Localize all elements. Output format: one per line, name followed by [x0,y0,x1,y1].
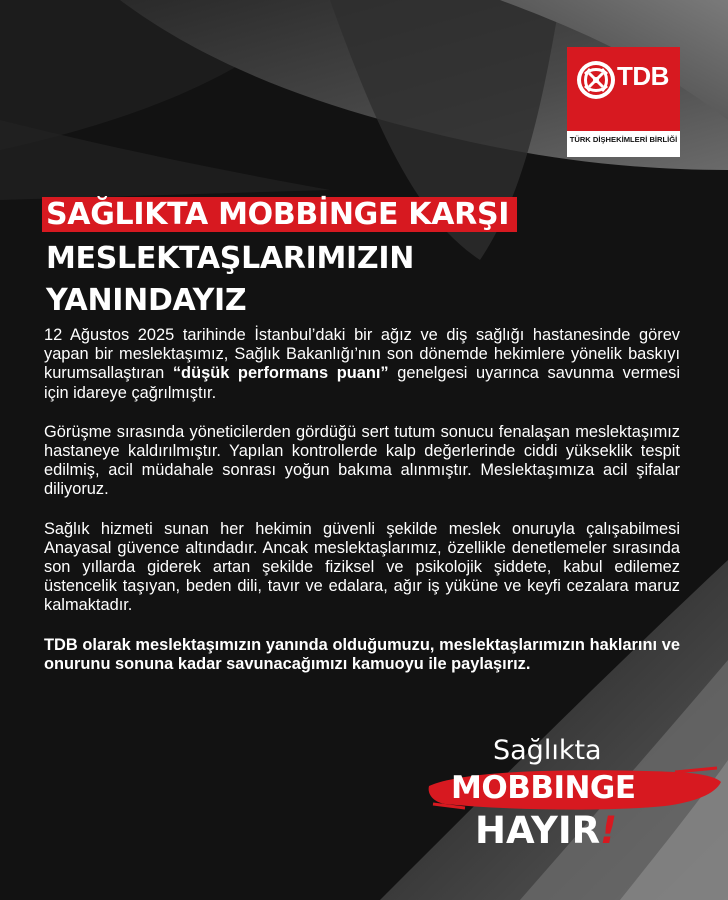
paragraph-3: Sağlık hizmeti sunan her hekimin güvenli şekilde meslek onuruyla çalışabilmesi Anayasal güvence altındadır. Ancak meslektaşlarımız, özellikle denetlemeler sırasında son yıllarda giderek artan şekilde fiziksel ve psikolojik şiddete, kabul edilemez üstencelik taşıyan, beden dili, tavır ve edalara, ağır iş yüküne ve keyfi cezalara maruz kalmaktadır. [44,519,680,615]
slogan-exclamation: ! [600,809,617,852]
paragraph-2: Görüşme sırasında yöneticilerden gördüğü sert tutum sonucu fenalaşan meslektaşımız hastaneye kaldırılmıştır. Yapılan kontrollerde kalp değerlerinde ciddi yükseklik tespit edilmiş, acil müdahale sonrası yoğun bakıma alınmıştır. Meslektaşımıza acil şifalar diliyoruz. [44,422,680,499]
slogan-hayir: HAYIR [475,809,601,852]
paragraph-1-text-a: 12 Ağustos 2025 tarihinde İstanbul’daki bir ağız ve diş sağlığı hastanesinde görev yapan bir meslektaşımız, Sağlık Bakanlığı’nın son dönemde hekimlere yönelik baskıyı kurumsallaştıran [44,326,680,383]
paragraph-1-text-b: genelgesi uyarınca savunma vermesi için idareye çağrılmıştır. [44,364,680,402]
slogan-line-3 [475,809,617,852]
tdb-knot-emblem-icon [575,59,617,101]
paragraph-1 [44,326,680,403]
paragraph-4-bold: TDB olarak meslektaşımızın yanında olduğumuzu, meslektaşlarımızın haklarını ve onurunu sonuna kadar savunacağımızı kamuoyu ile paylaşırız. [44,635,680,673]
headline-line-1 [42,195,517,235]
statement-body [44,326,680,694]
headline-line-2: MESLEKTAŞLARIMIZIN [46,241,415,276]
paragraph-4 [44,636,680,674]
logo-red-panel [567,47,680,131]
logo-abbreviation: TDB [617,61,669,91]
slogan-line-2: MOBBINGE [451,770,636,806]
paragraph-1-bold: “düşük performans puanı” [172,364,389,383]
headline-highlight: SAĞLIKTA MOBBİNGE KARŞI [42,197,517,232]
tdb-logo [567,47,680,157]
headline-line-3: YANINDAYIZ [46,283,247,318]
logo-organization-name: TÜRK DİŞHEKİMLERİ BİRLİĞİ [569,135,678,144]
slogan-block [425,730,725,900]
slogan-line-1: Sağlıkta [493,735,602,766]
